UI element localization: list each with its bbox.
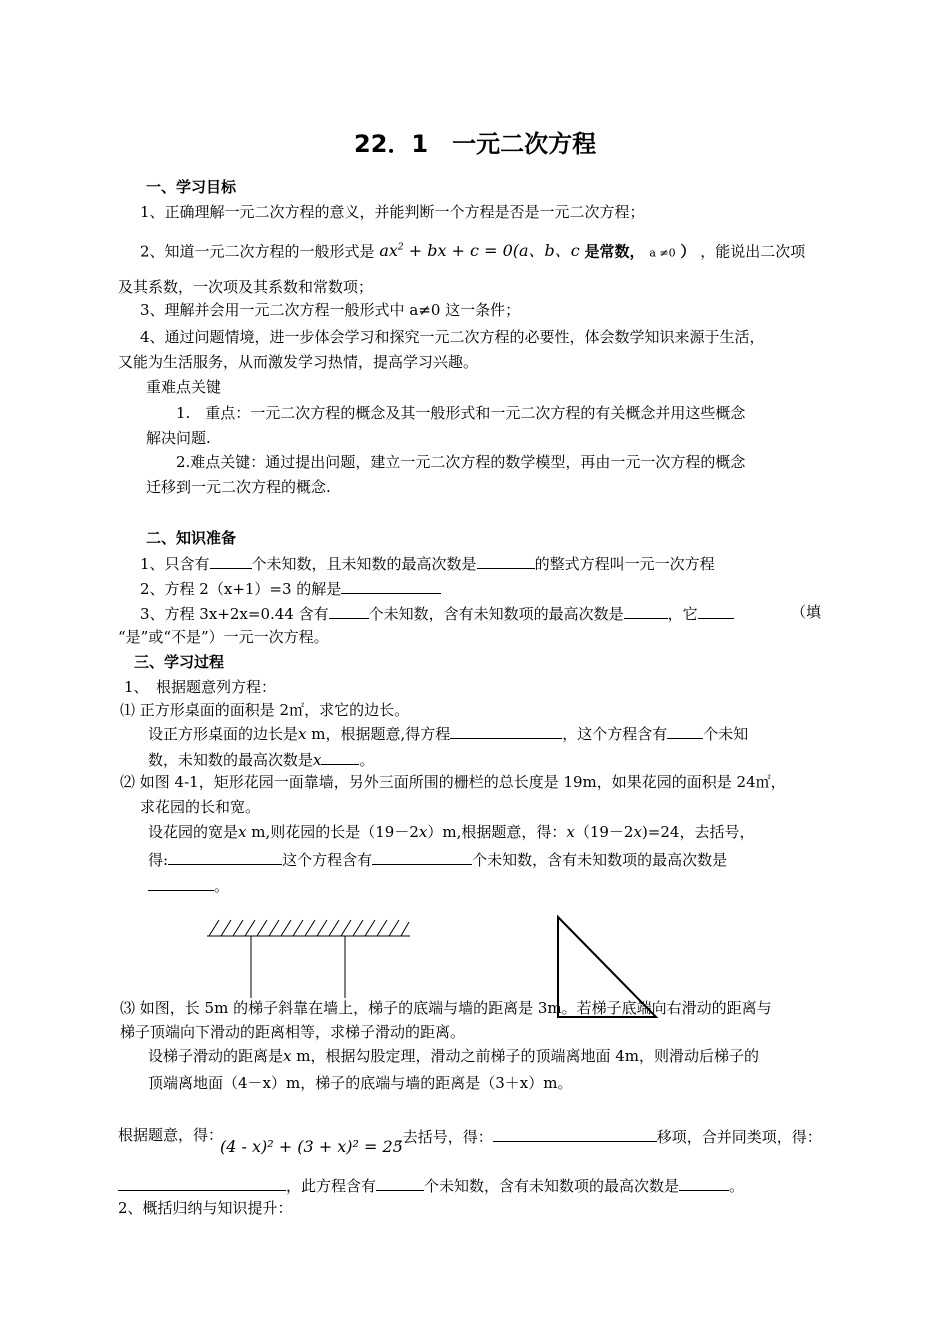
prep-q3-fill: （填 — [791, 603, 822, 621]
problem-3-equation-line: 根据题意，得： — [118, 1126, 224, 1144]
key-point-1-cont: 解决问题. — [146, 429, 211, 447]
blank[interactable] — [329, 602, 369, 619]
blank[interactable] — [624, 602, 668, 619]
problem-3-setup-cont: 顶端离地面（4－x）m，梯子的底端与墙的距离是（3＋x）m。 — [148, 1074, 573, 1092]
prep-q1: 1、只含有 个未知数，且未知数的最高次数是 的整式方程叫一元一次方程 — [140, 552, 715, 574]
problem-3-setup: 设梯子滑动的距离是x m，根据勾股定理，滑动之前梯子的顶端离地面 4m，则滑动后梯子的 — [148, 1047, 760, 1065]
problem-1: ⑴ 正方形桌面的面积是 2㎡，求它的边长。 — [120, 701, 410, 719]
section-heading-goals: 一、学习目标 — [146, 178, 237, 196]
goal-2: 2、知道一元二次方程的一般形式是 $ax^2$ + bx + c = 0(a、b、c 是常数， a ≠0 ） ，能说出二次项 — [140, 241, 806, 261]
problem-2-setup: 设花园的宽是x m,则花园的长是（19－2x）m,根据题意，得：x（19－2x)=24，去括号， — [148, 823, 755, 841]
blank[interactable] — [376, 1174, 424, 1191]
blank[interactable] — [168, 848, 282, 865]
problem-3-cont: 梯子顶端向下滑动的距离相等，求梯子滑动的距离。 — [120, 1023, 466, 1041]
goal-4: 4、通过问题情境，进一步体会学习和探究一元二次方程的必要性，体会数学知识来源于生活， — [140, 328, 765, 346]
process-item-1: 1、 根据题意列方程： — [124, 678, 277, 696]
problem-3: ⑶ 如图，长 5m 的梯子斜靠在墙上，梯子的底端与墙的距离是 3m。若梯子底端向右滑动的距离与 — [120, 999, 772, 1017]
prep-q3-cont: “是”或“不是”）一元一次方程。 — [118, 628, 329, 646]
blank[interactable] — [372, 848, 472, 865]
goal-3: 3、理解并会用一元二次方程一般形式中 a≠0 这一条件； — [140, 301, 521, 319]
key-point-1: 1. 重点：一元二次方程的概念及其一般形式和一元二次方程的有关概念并用这些概念 — [176, 404, 746, 422]
blank[interactable] — [493, 1125, 657, 1142]
section-heading-preparation: 二、知识准备 — [146, 529, 237, 547]
garden-fence-figure — [205, 918, 415, 1000]
key-point-2: 2.难点关键：通过提出问题，建立一元二次方程的数学模型，再由一元一次方程的概念 — [176, 453, 746, 471]
blank[interactable] — [450, 722, 562, 739]
goal-1: 1、正确理解一元二次方程的意义，并能判断一个方程是否是一元二次方程； — [140, 203, 645, 221]
key-points-heading: 重难点关键 — [146, 378, 222, 396]
blank[interactable] — [667, 722, 703, 739]
goal-4-cont: 又能为生活服务，从而激发学习热情，提高学习兴趣。 — [118, 353, 479, 371]
ladder-equation: (4 - x)² + (3 + x)² = 25 — [220, 1137, 403, 1156]
problem-3-degree: ，此方程含有 个未知数，含有未知数项的最高次数是 。 — [118, 1174, 744, 1196]
blank[interactable] — [118, 1174, 286, 1191]
blank[interactable] — [679, 1174, 729, 1191]
key-point-2-cont: 迁移到一元二次方程的概念. — [146, 478, 331, 496]
problem-2-expand: 得: 这个方程含有 个未知数，含有未知数项的最高次数是 — [148, 848, 727, 870]
prep-q3: 3、方程 3x+2x=0.44 含有 个未知数，含有未知数项的最高次数是 ，它 — [140, 602, 734, 624]
section-heading-process: 三、学习过程 — [134, 653, 225, 671]
problem-2: ⑵ 如图 4-1，矩形花园一面靠墙，另外三面所围的栅栏的总长度是 19m，如果花园的面积是 24㎡， — [120, 773, 786, 791]
blank[interactable] — [341, 577, 441, 594]
problem-1-degree: 数，未知数的最高次数是x 。 — [148, 748, 375, 770]
problem-2-degree: 。 — [148, 874, 229, 896]
blank[interactable] — [698, 602, 734, 619]
process-item-2: 2、概括归纳与知识提升： — [118, 1199, 293, 1217]
problem-3-expand: ,去括号，得： 移项，合并同类项，得： — [398, 1125, 822, 1147]
problem-2-cont: 求花园的长和宽。 — [140, 798, 261, 816]
general-form-equation: $ax^2$ + bx + c = 0(a、b、c — [379, 241, 580, 261]
goal-2-cont: 及其系数，一次项及其系数和常数项； — [118, 278, 374, 296]
page-title: 22．1 一元二次方程 — [354, 130, 597, 158]
blank[interactable] — [477, 552, 535, 569]
problem-1-setup: 设正方形桌面的边长是x m，根据题意,得方程 ，这个方程含有 个未知 — [148, 722, 748, 744]
blank[interactable] — [148, 874, 214, 891]
blank[interactable] — [210, 552, 252, 569]
wall-hatching — [209, 920, 409, 936]
prep-q2: 2、方程 2（x+1）=3 的解是 — [140, 577, 441, 599]
blank[interactable] — [321, 748, 359, 765]
